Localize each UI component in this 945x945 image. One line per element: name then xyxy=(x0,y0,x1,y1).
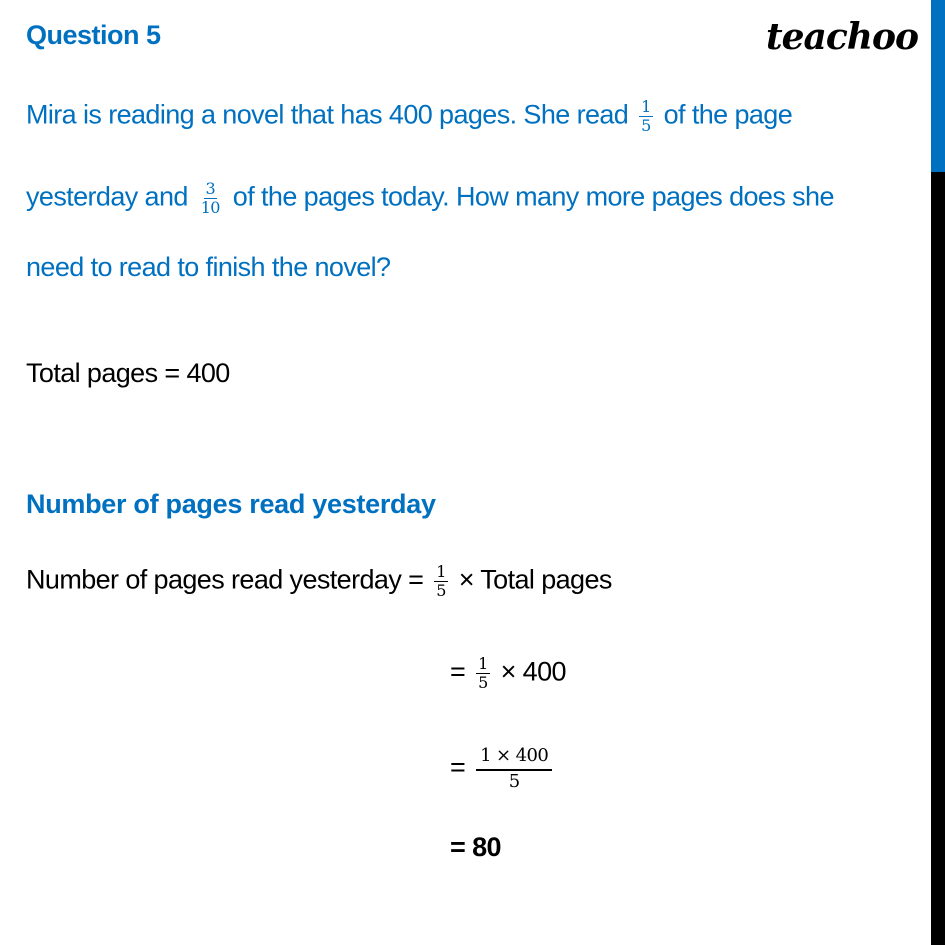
teachoo-logo: teachoo xyxy=(766,16,918,58)
scrollbar-track[interactable] xyxy=(931,172,945,945)
fraction-numerator: 1 xyxy=(641,97,651,116)
fraction xyxy=(434,563,448,600)
fraction-denominator: 5 xyxy=(641,116,651,135)
fraction-denominator: 5 xyxy=(478,673,488,692)
scrollbar-thumb[interactable] xyxy=(931,0,945,172)
question-text: of the pages today. How many more pages does she xyxy=(232,181,834,212)
final-answer: = 80 xyxy=(450,832,501,862)
fraction-denominator: 5 xyxy=(436,581,446,600)
fraction-denominator: 10 xyxy=(200,198,220,217)
question-line-3: need to read to finish the novel? xyxy=(26,252,391,282)
equals-sign: = xyxy=(450,656,466,687)
fraction xyxy=(639,98,653,135)
question-line-1 xyxy=(26,98,792,135)
step-text: × Total pages xyxy=(458,564,612,595)
fraction-numerator: 1 xyxy=(436,562,446,581)
fraction-numerator: 1 × 400 xyxy=(476,745,552,771)
fraction-numerator: 3 xyxy=(205,179,216,198)
step-3 xyxy=(450,745,556,793)
section-heading: Number of pages read yesterday xyxy=(26,489,436,519)
fraction xyxy=(476,745,552,793)
fraction-numerator: 1 xyxy=(478,654,488,673)
question-line-2 xyxy=(26,180,834,217)
question-text: of the page xyxy=(663,99,793,130)
fraction xyxy=(199,180,222,217)
question-text: Mira is reading a novel that has 400 pages. She read xyxy=(26,99,629,130)
step-text: Number of pages read yesterday = xyxy=(26,564,424,595)
step-1 xyxy=(26,563,612,600)
total-pages: Total pages = 400 xyxy=(26,358,230,388)
question-text: yesterday and xyxy=(26,181,188,212)
step-text: × 400 xyxy=(500,656,566,687)
fraction xyxy=(476,655,490,692)
question-title: Question 5 xyxy=(26,20,161,50)
fraction-denominator: 5 xyxy=(508,771,520,792)
equals-sign: = xyxy=(450,752,466,783)
step-2 xyxy=(450,655,566,692)
